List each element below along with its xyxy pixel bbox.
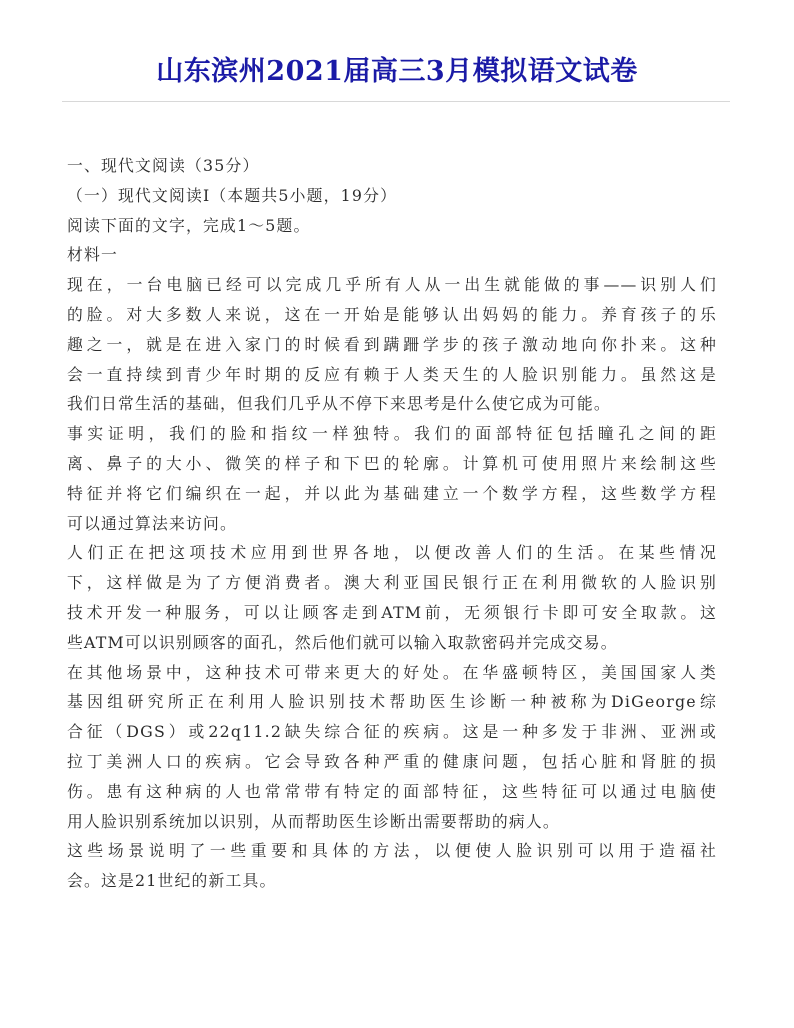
paragraph-line: 现在，一台电脑已经可以完成几乎所有人从一出生就能做的事——识别人们 <box>67 275 717 295</box>
paragraph-line: 会。这是21世纪的新工具。 <box>67 871 277 891</box>
paragraph-line: 会一直持续到青少年时期的反应有赖于人类天生的人脸识别能力。虽然这是 <box>67 364 717 384</box>
paragraph-2 <box>67 419 717 538</box>
paragraph-line: 我们日常生活的基础，但我们几乎从不停下来思考是什么使它成为可能。 <box>67 394 611 414</box>
paragraph-3 <box>67 538 717 657</box>
paragraph-line: 离、鼻子的大小、微笑的样子和下巴的轮廓。计算机可使用照片来绘制这些 <box>67 453 717 473</box>
paragraph-line: 可以通过算法来访问。 <box>67 513 237 533</box>
section-heading: 一、现代文阅读（35分） <box>67 156 260 175</box>
paragraph-line: 合征（DGS）或22q11.2缺失综合征的疾病。这是一种多发于非洲、亚洲或 <box>67 722 717 742</box>
instruction-text: 阅读下面的文字，完成1～5题。 <box>67 215 311 235</box>
title-divider <box>62 101 730 102</box>
paragraph-line: 在其他场景中，这种技术可带来更大的好处。在华盛顿特区，美国国家人类 <box>67 662 717 682</box>
paragraph-line: 用人脸识别系统加以识别，从而帮助医生诊断出需要帮助的病人。 <box>67 811 560 831</box>
paragraph-1 <box>67 270 717 419</box>
paragraph-5 <box>67 836 717 896</box>
paragraph-line: 基因组研究所正在利用人脸识别技术帮助医生诊断一种被称为DiGeorge综 <box>67 692 717 712</box>
paragraph-line: 特征并将它们编织在一起，并以此为基础建立一个数学方程，这些数学方程 <box>67 483 717 503</box>
paragraph-line: 伤。患有这种病的人也常常带有特定的面部特征，这些特征可以通过电脑使 <box>67 781 717 801</box>
paragraph-line: 趣之一，就是在进入家门的时候看到蹒跚学步的孩子激动地向你扑来。这种 <box>67 334 717 354</box>
subsection-heading: （一）现代文阅读Ⅰ（本题共5小题，19分） <box>67 185 398 205</box>
document-body <box>67 151 717 896</box>
paragraph-line: 下，这样做是为了方便消费者。澳大利亚国民银行正在利用微软的人脸识别 <box>67 573 717 593</box>
material-label: 材料一 <box>67 245 118 265</box>
document-title: 山东滨州2021届高三3月模拟语文试卷 <box>156 56 638 87</box>
paragraph-line: 这些场景说明了一些重要和具体的方法，以便使人脸识别可以用于造福社 <box>67 841 717 861</box>
paragraph-line: 的脸。对大多数人来说，这在一开始是能够认出妈妈的能力。养育孩子的乐 <box>67 304 717 324</box>
paragraph-line: 拉丁美洲人口的疾病。它会导致各种严重的健康问题，包括心脏和肾脏的损 <box>67 751 717 771</box>
paragraph-line: 事实证明，我们的脸和指纹一样独特。我们的面部特征包括瞳孔之间的距 <box>67 424 717 444</box>
paragraph-line: 技术开发一种服务，可以让顾客走到ATM前，无须银行卡即可安全取款。这 <box>67 602 717 622</box>
paragraph-line: 人们正在把这项技术应用到世界各地，以便改善人们的生活。在某些情况 <box>67 543 717 563</box>
paragraph-4 <box>67 658 717 837</box>
paragraph-line: 些ATM可以识别顾客的面孔，然后他们就可以输入取款密码并完成交易。 <box>67 632 618 652</box>
